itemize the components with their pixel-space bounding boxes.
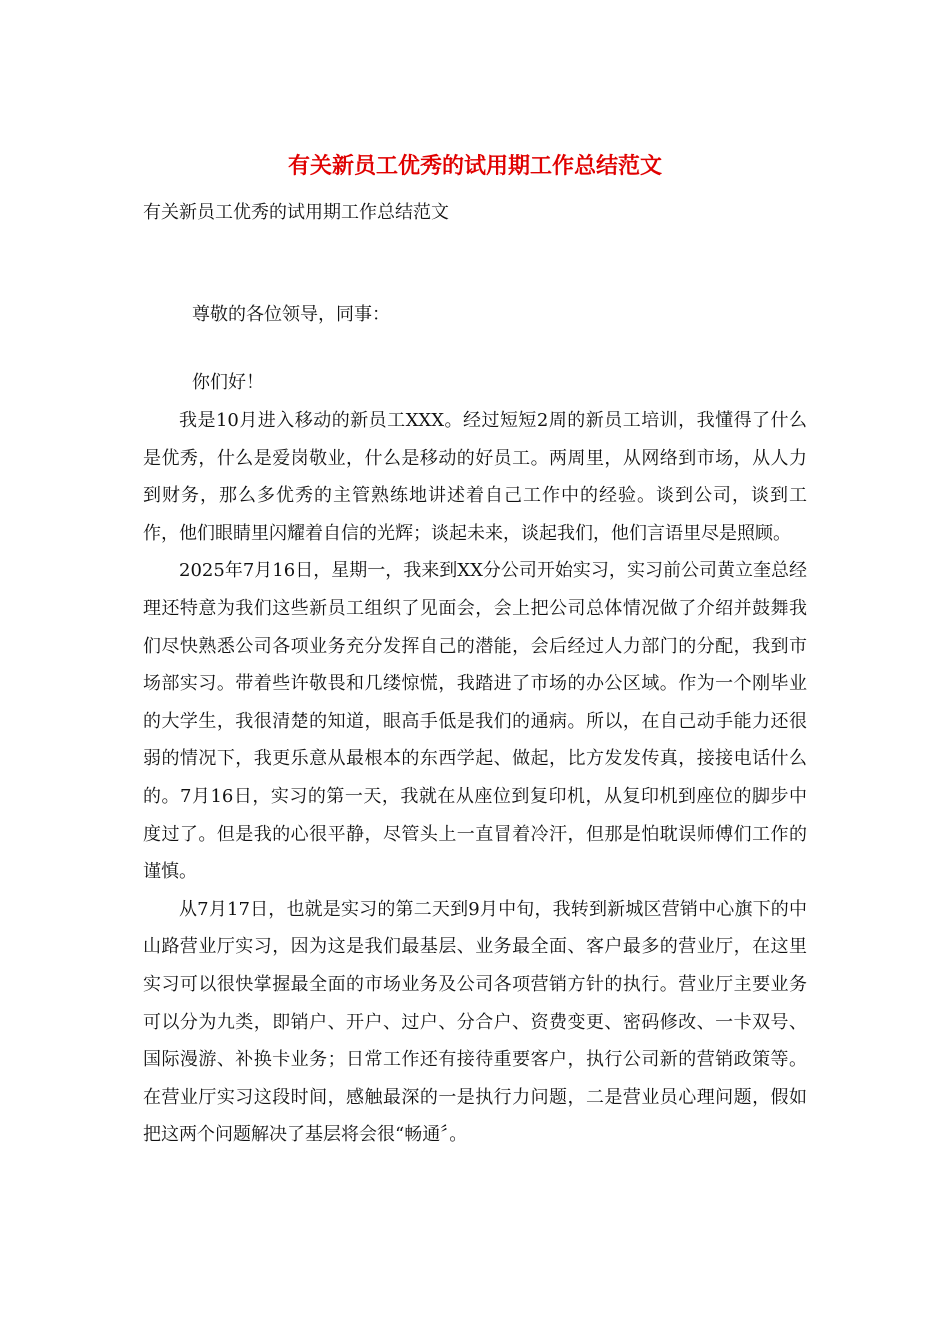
document-subtitle: 有关新员工优秀的试用期工作总结范文 (143, 202, 449, 223)
paragraph-2: 2025年7月16日，星期一，我来到XX分公司开始实习，实习前公司黄立奎总经理还特意为我们这些新员工组织了见面会，会上把公司总体情况做了介绍并鼓舞我们尽快熟悉公司各项业务充分发挥自己的潜能，会后经过人力部门的分配，我到市场部实习。带着些许敬畏和几缕惊慌，我踏进了市场的办公区域。作为一个刚毕业的大学生，我很清楚的知道，眼高手低是我们的通病。所以，在自己动手能力还很弱的情况下，我更乐意从最根本的东西学起、做起，比方发发传真，接接电话什么的。7月16日，实习的第一天，我就在从座位到复印机，从复印机到座位的脚步中度过了。但是我的心很平静，尽管头上一直冒着冷汗，但那是怕耽误师傅们工作的谨慎。 (143, 560, 807, 883)
greeting-line: 你们好！ (192, 372, 264, 393)
paragraph-1: 我是10月进入移动的新员工XXX。经过短短2周的新员工培训，我懂得了什么是优秀，什么是爱岗敬业，什么是移动的好员工。两周里，从网络到市场，从人力到财务，那么多优秀的主管熟练地讲述着自己工作中的经验。谈到公司，谈到工作，他们眼睛里闪耀着自信的光辉；谈起未来，谈起我们，他们言语里尽是照顾。 (143, 410, 807, 544)
document-body (143, 402, 807, 1154)
salutation: 尊敬的各位领导，同事： (192, 304, 390, 325)
paragraph-3: 从7月17日，也就是实习的第二天到9月中旬，我转到新城区营销中心旗下的中山路营业厅实习，因为这是我们最基层、业务最全面、客户最多的营业厅，在这里实习可以很快掌握最全面的市场业务及公司各项营销方针的执行。营业厅主要业务可以分为九类，即销户、开户、过户、分合户、资费变更、密码修改、一卡双号、国际漫游、补换卡业务；日常工作还有接待重要客户，执行公司新的营销政策等。在营业厅实习这段时间，感触最深的一是执行力问题，二是营业员心理问题，假如把这两个问题解决了基层将会很“畅通〞。 (143, 898, 807, 1146)
document-title: 有关新员工优秀的试用期工作总结范文 (287, 153, 662, 179)
